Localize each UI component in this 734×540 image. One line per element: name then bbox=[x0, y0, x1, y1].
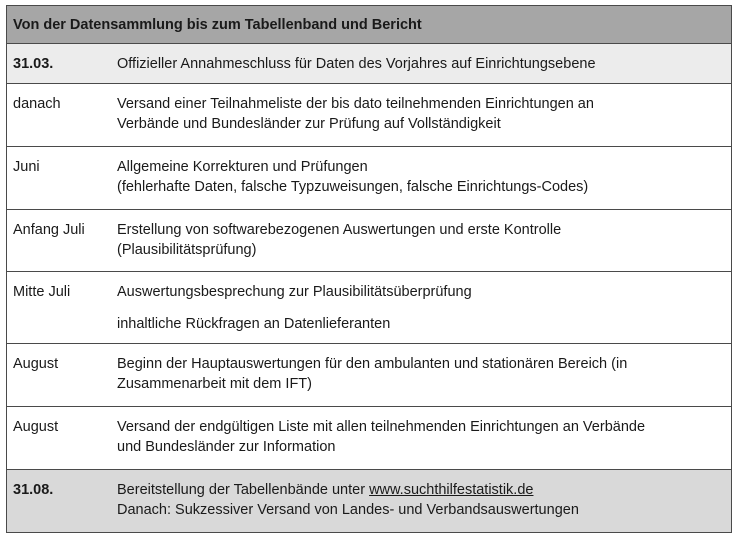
row-text: (Plausibilitätsprüfung) bbox=[117, 242, 257, 258]
row-text: inhaltliche Rückfragen an Datenlieferanten bbox=[117, 316, 391, 332]
table-row bbox=[7, 84, 731, 147]
row-description bbox=[117, 147, 731, 209]
row-text: (fehlerhafte Daten, falsche Typzuweisungen, falsche Einrichtungs-Codes) bbox=[117, 179, 589, 195]
table-title: Von der Datensammlung bis zum Tabellenband und Bericht bbox=[7, 6, 731, 44]
row-text: Offizieller Annahmeschluss für Daten des Vorjahres auf Einrichtungsebene bbox=[117, 56, 596, 72]
row-text: Versand einer Teilnahmeliste der bis dato teilnehmenden Einrichtungen an bbox=[117, 96, 594, 112]
row-text: Auswertungsbesprechung zur Plausibilitätsüberprüfung bbox=[117, 284, 472, 300]
table-row bbox=[7, 344, 731, 407]
row-date: August bbox=[13, 356, 59, 372]
table-row bbox=[7, 44, 731, 84]
row-date: 31.08. bbox=[13, 482, 54, 498]
row-date: Mitte Juli bbox=[13, 284, 71, 300]
row-description bbox=[117, 407, 731, 469]
row-description bbox=[117, 210, 731, 271]
row-description bbox=[117, 84, 731, 146]
row-text: Bereitstellung der Tabellenbände unter bbox=[117, 482, 370, 498]
row-text: Versand der endgültigen Liste mit allen teilnehmenden Einrichtungen an Verbände bbox=[117, 419, 646, 435]
row-date: 31.03. bbox=[13, 56, 54, 72]
row-date: danach bbox=[13, 96, 61, 112]
row-description bbox=[117, 44, 731, 83]
row-text: Erstellung von softwarebezogenen Auswertungen und erste Kontrolle bbox=[117, 222, 562, 238]
row-text: Verbände und Bundesländer zur Prüfung auf Vollständigkeit bbox=[117, 116, 501, 132]
row-text: Allgemeine Korrekturen und Prüfungen bbox=[117, 159, 368, 175]
table-row bbox=[7, 470, 731, 533]
row-description bbox=[117, 272, 731, 343]
row-text: Beginn der Hauptauswertungen für den ambulanten und stationären Bereich (in bbox=[117, 356, 628, 372]
row-text: und Bundesländer zur Information bbox=[117, 439, 336, 455]
row-text-with-link bbox=[117, 480, 725, 500]
row-description bbox=[117, 344, 731, 406]
website-link[interactable]: www.suchthilfestatistik.de bbox=[369, 482, 534, 498]
table-row bbox=[7, 147, 731, 210]
row-text: Zusammenarbeit mit dem IFT) bbox=[117, 376, 312, 392]
row-date: Anfang Juli bbox=[13, 222, 85, 238]
table-row bbox=[7, 272, 731, 344]
row-text: Danach: Sukzessiver Versand von Landes- und Verbandsauswertungen bbox=[117, 502, 579, 518]
row-date: Juni bbox=[13, 159, 40, 175]
schedule-table bbox=[6, 5, 732, 533]
table-row bbox=[7, 210, 731, 272]
row-description bbox=[117, 470, 731, 532]
row-date: August bbox=[13, 419, 59, 435]
line-spacer bbox=[117, 302, 725, 314]
table-row bbox=[7, 407, 731, 470]
